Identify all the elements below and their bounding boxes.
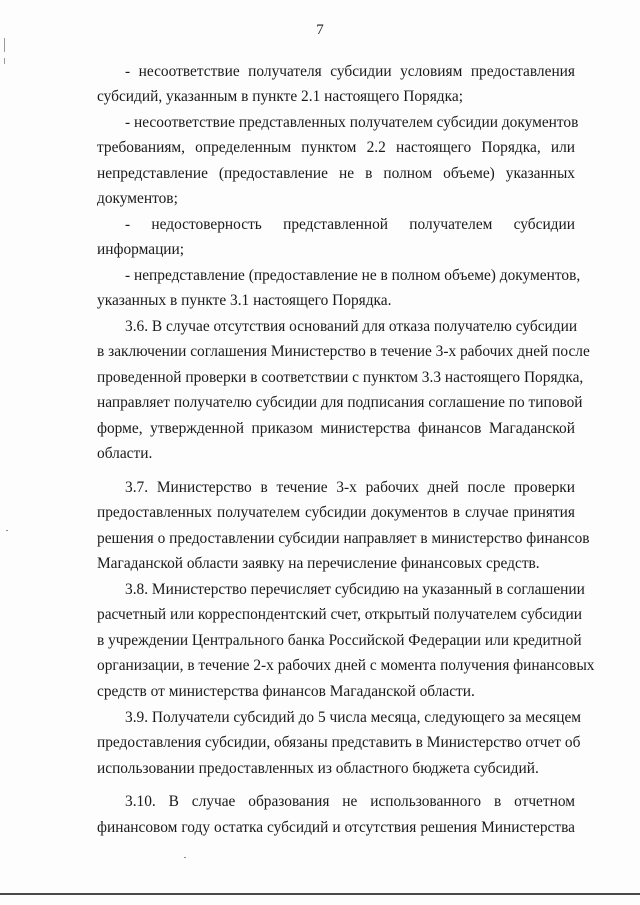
- text-line: 3.9. Получатели субсидий до 5 числа месяца, следующего за месяцем: [125, 709, 582, 726]
- text-line: - несоответствие представленных получателем субсидии документов: [125, 114, 579, 131]
- text-line: субсидий, указанным в пункте 2.1 настоящего Порядка;: [97, 88, 463, 105]
- text-line: - недостоверность представленной получателем субсидии: [125, 216, 575, 233]
- text-line: финансовом году остатка субсидий и отсутствия решения Министерства: [97, 819, 575, 836]
- text-line: предоставления субсидии, обязаны представить в Министерство отчет об: [97, 734, 581, 751]
- scan-margin-mark: [4, 58, 5, 64]
- text-line: указанных в пункте 3.1 настоящего Порядка.: [97, 292, 392, 309]
- text-line: решения о предоставлении субсидии направляет в министерство финансов: [97, 530, 590, 547]
- text-line: Магаданской области заявку на перечисление финансовых средств.: [97, 555, 540, 572]
- text-line: информации;: [97, 241, 185, 258]
- text-line: в заключении соглашения Министерство в течение 3-х рабочих дней после: [97, 343, 590, 360]
- text-line: расчетный или корреспондентский счет, открытый получателем субсидии: [97, 606, 582, 623]
- text-line: предоставленных получателем субсидии документов в случае принятия: [97, 504, 575, 521]
- text-line: требованиям, определенным пунктом 2.2 настоящего Порядка, или: [97, 139, 575, 156]
- text-line: 3.10. В случае образования не использованного в отчетном: [125, 793, 575, 810]
- text-line: организации, в течение 2-х рабочих дней с момента получения финансовых: [97, 657, 595, 674]
- text-line: - несоответствие получателя субсидии условиям предоставления: [125, 63, 575, 80]
- scan-bottom-edge: [0, 893, 640, 895]
- text-line: 3.6. В случае отсутствия оснований для отказа получателю субсидии: [125, 318, 578, 335]
- text-line: направляет получателю субсидии для подписания соглашение по типовой: [97, 394, 583, 411]
- text-line: средств от министерства финансов Магаданской области.: [97, 683, 475, 700]
- scan-speck: [6, 530, 8, 531]
- text-line: документов;: [97, 190, 178, 207]
- page-number: 7: [316, 22, 324, 38]
- scan-speck: [184, 857, 186, 858]
- scan-margin-mark: [4, 38, 5, 52]
- text-line: 3.7. Министерство в течение 3-х рабочих дней после проверки: [125, 479, 575, 496]
- text-line: использовании предоставленных из областного бюджета субсидий.: [97, 760, 539, 777]
- text-line: непредставление (предоставление не в полном объеме) указанных: [97, 165, 575, 182]
- text-line: 3.8. Министерство перечисляет субсидию на указанный в соглашении: [125, 581, 585, 598]
- text-line: проведенной проверки в соответствии с пунктом 3.3 настоящего Порядка,: [97, 369, 584, 386]
- text-line: форме, утвержденной приказом министерства финансов Магаданской: [97, 420, 575, 437]
- text-line: области.: [97, 445, 153, 462]
- text-line: в учреждении Центрального банка Российской Федерации или кредитной: [97, 632, 582, 649]
- text-line: - непредставление (предоставление не в полном объеме) документов,: [125, 267, 581, 284]
